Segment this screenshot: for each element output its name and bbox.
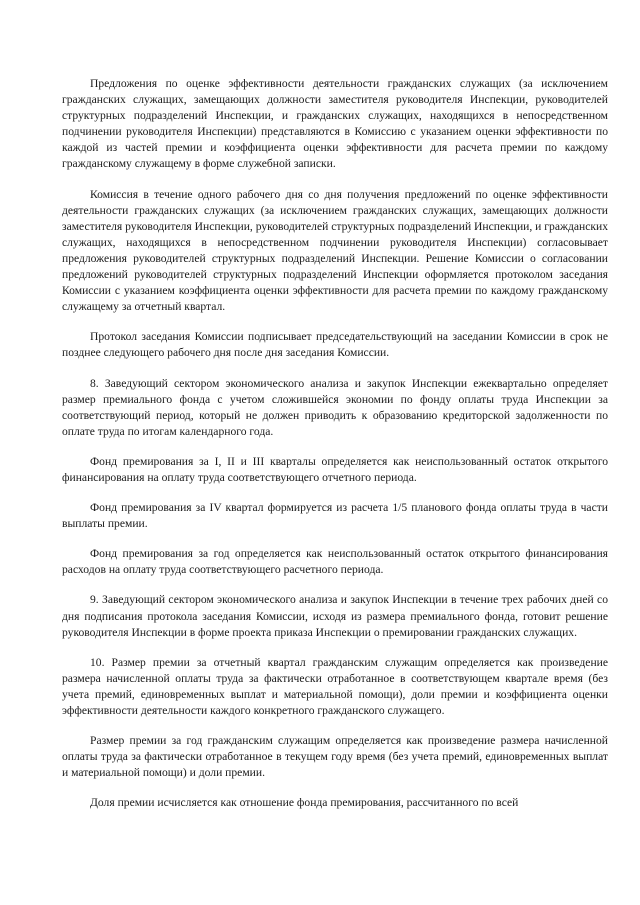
paragraph-proposals: Предложения по оценке эффективности деятельности гражданских служащих (за исключением гражданских служащих, замещающих должности заместителя руководителя Инспекции, руководителей структурных подразделений Инспекции, и гражданских служащих, находящихся в непосредственном подчинении руководителя Инспекции) представляются в Комиссию с указанием оценки эффективности по каждой из частей премии и коэффициента оценки эффективности для расчета премии по каждому гражданскому служащему в форме служебной записки.: [62, 77, 608, 171]
document-body: [62, 76, 608, 811]
paragraph-bonus-share: Доля премии исчисляется как отношение фонда премирования, рассчитанного по всей: [90, 796, 519, 810]
paragraph-commission-approval: Комиссия в течение одного рабочего дня со дня получения предложений по оценке эффективности деятельности гражданских служащих (за исключением гражданских служащих, замещающих должности заместителя руководителя Инспекции, руководителей структурных подразделений Инспекции, и гражданских служащих, находящихся в непосредственном подчинении руководителя Инспекции) согласовывает предложения руководителей структурных подразделений Инспекции. Решение Комиссии о согласовании предложений руководителей структурных подразделений Инспекции оформляется протоколом заседания Комиссии с указанием коэффициента оценки эффективности для расчета премии по каждому гражданскому служащему за отчетный квартал.: [62, 187, 609, 314]
paragraph-annual-bonus: Размер премии за год гражданским служащим определяется как произведение размера начисленной оплаты труда за фактически отработанное в текущем году время (без учета премий, единовременных выплат и материальной помощи) и доли премии.: [62, 734, 608, 780]
paragraph-fund-year: Фонд премирования за год определяется как неиспользованный остаток открытого финансирования расходов на оплату труда соответствующего расчетного периода.: [62, 547, 608, 577]
paragraph-protocol-signing: Протокол заседания Комиссии подписывает председательствующий на заседании Комиссии в срок не позднее следующего рабочего дня после дня заседания Комиссии.: [62, 330, 608, 360]
paragraph-item-9: 9. Заведующий сектором экономического анализа и закупок Инспекции в течение трех рабочих дней со дня подписания протокола заседания Комиссии, исходя из размера премиального фонда, готовит решение руководителя Инспекции в форме проекта приказа Инспекции о премировании гражданских служащих.: [62, 593, 608, 639]
paragraph-fund-quarter-4: Фонд премирования за IV квартал формируется из расчета 1/5 планового фонда оплаты труда в части выплаты премии.: [62, 501, 608, 531]
paragraph-fund-quarters-1-3: Фонд премирования за I, II и III кварталы определяется как неиспользованный остаток открытого финансирования на оплату труда соответствующего отчетного периода.: [62, 454, 608, 484]
paragraph-item-8: 8. Заведующий сектором экономического анализа и закупок Инспекции ежеквартально определяет размер премиального фонда с учетом сложившейся экономии по фонду оплаты труда Инспекции за соответствующий период, который не должен приводить к образованию кредиторской задолженности по оплате труда по итогам календарного года.: [62, 376, 608, 438]
paragraph-item-10: 10. Размер премии за отчетный квартал гражданским служащим определяется как произведение размера начисленной оплаты труда за фактически отработанное в соответствующем квартале время (без учета премий, единовременных выплат и материальной помощи), доли премии и коэффициента оценки эффективности деятельности каждого конкретного гражданского служащего.: [62, 655, 608, 717]
